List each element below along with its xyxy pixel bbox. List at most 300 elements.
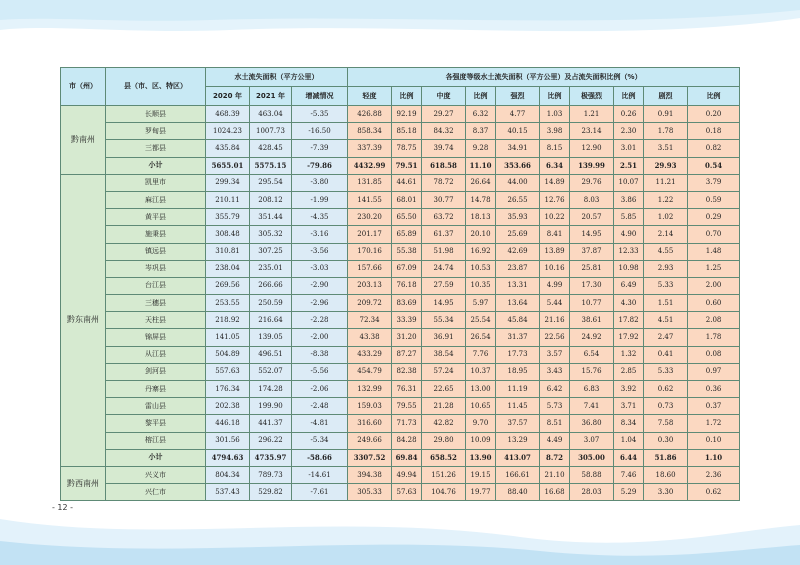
table-row <box>61 260 740 277</box>
value-cell: 10.22 <box>540 209 570 226</box>
value-cell: 216.64 <box>250 312 292 329</box>
county-name: 凯里市 <box>106 174 206 191</box>
value-cell: 504.89 <box>206 346 250 363</box>
table-row <box>61 209 740 226</box>
value-cell: 34.91 <box>496 140 540 157</box>
table-row <box>61 277 740 294</box>
value-cell: -2.90 <box>292 277 348 294</box>
value-cell: 496.51 <box>250 346 292 363</box>
value-cell: 0.41 <box>644 346 688 363</box>
value-cell: 2.14 <box>644 226 688 243</box>
value-cell: 305.32 <box>250 226 292 243</box>
value-cell: 10.65 <box>466 398 496 415</box>
county-name: 麻江县 <box>106 191 206 208</box>
value-cell: -16.50 <box>292 123 348 140</box>
value-cell: 17.82 <box>614 312 644 329</box>
value-cell: 3307.52 <box>348 449 392 466</box>
value-cell: 4.55 <box>644 243 688 260</box>
value-cell: 3.57 <box>540 346 570 363</box>
value-cell: -5.34 <box>292 432 348 449</box>
value-cell: 5.33 <box>644 277 688 294</box>
value-cell: 51.86 <box>644 449 688 466</box>
value-cell: 88.40 <box>496 484 540 501</box>
value-cell: 151.26 <box>422 466 466 483</box>
value-cell: 19.15 <box>466 466 496 483</box>
value-cell: 394.38 <box>348 466 392 483</box>
value-cell: 42.69 <box>496 243 540 260</box>
value-cell: 858.34 <box>348 123 392 140</box>
soil-erosion-table <box>60 67 740 501</box>
value-cell: 42.82 <box>422 415 466 432</box>
value-cell: 299.34 <box>206 174 250 191</box>
value-cell: 203.13 <box>348 277 392 294</box>
table-row <box>61 191 740 208</box>
value-cell: 2.47 <box>644 329 688 346</box>
value-cell: 6.83 <box>570 381 614 398</box>
value-cell: 157.66 <box>348 260 392 277</box>
value-cell: 17.92 <box>614 329 644 346</box>
county-name: 施秉县 <box>106 226 206 243</box>
value-cell: 266.66 <box>250 277 292 294</box>
value-cell: 7.76 <box>466 346 496 363</box>
value-cell: 0.70 <box>688 226 740 243</box>
value-cell: 7.41 <box>570 398 614 415</box>
bottom-wave-decoration <box>0 485 800 565</box>
city-cell: 黔东南州 <box>61 174 106 466</box>
value-cell: 5.85 <box>614 209 644 226</box>
value-cell: 426.88 <box>348 106 392 123</box>
value-cell: 166.61 <box>496 466 540 483</box>
value-cell: 28.03 <box>570 484 614 501</box>
header-area-group: 水土流失面积（平方公里） <box>206 68 348 87</box>
value-cell: 11.21 <box>644 174 688 191</box>
value-cell: -3.16 <box>292 226 348 243</box>
value-cell: 435.84 <box>206 140 250 157</box>
county-name: 台江县 <box>106 277 206 294</box>
value-cell: 39.74 <box>422 140 466 157</box>
value-cell: 68.01 <box>392 191 422 208</box>
county-name: 天柱县 <box>106 312 206 329</box>
value-cell: 8.15 <box>540 140 570 157</box>
table-row <box>61 432 740 449</box>
value-cell: 65.89 <box>392 226 422 243</box>
value-cell: 3.51 <box>644 140 688 157</box>
value-cell: 23.14 <box>570 123 614 140</box>
value-cell: 1.32 <box>614 346 644 363</box>
value-cell: 29.80 <box>422 432 466 449</box>
value-cell: 18.13 <box>466 209 496 226</box>
value-cell: 11.45 <box>496 398 540 415</box>
value-cell: 21.16 <box>540 312 570 329</box>
table-row <box>61 226 740 243</box>
header-city: 市（州） <box>61 68 106 106</box>
value-cell: 250.59 <box>250 295 292 312</box>
value-cell: 0.18 <box>688 123 740 140</box>
value-cell: 29.93 <box>644 157 688 174</box>
value-cell: 3.30 <box>644 484 688 501</box>
value-cell: 209.72 <box>348 295 392 312</box>
value-cell: 7.46 <box>614 466 644 483</box>
value-cell: 13.31 <box>496 277 540 294</box>
value-cell: 4.49 <box>540 432 570 449</box>
table-row <box>61 415 740 432</box>
value-cell: 230.20 <box>348 209 392 226</box>
subtotal-label: 小计 <box>106 449 206 466</box>
value-cell: 0.10 <box>688 432 740 449</box>
value-cell: 337.39 <box>348 140 392 157</box>
value-cell: 37.57 <box>496 415 540 432</box>
value-cell: 6.42 <box>540 381 570 398</box>
value-cell: 87.27 <box>392 346 422 363</box>
value-cell: 2.36 <box>688 466 740 483</box>
value-cell: 12.76 <box>540 191 570 208</box>
value-cell: 8.51 <box>540 415 570 432</box>
value-cell: 1.04 <box>614 432 644 449</box>
value-cell: 18.95 <box>496 363 540 380</box>
value-cell: 316.60 <box>348 415 392 432</box>
value-cell: 44.61 <box>392 174 422 191</box>
value-cell: 174.28 <box>250 381 292 398</box>
value-cell: 29.27 <box>422 106 466 123</box>
value-cell: 26.55 <box>496 191 540 208</box>
value-cell: 3.07 <box>570 432 614 449</box>
value-cell: 0.82 <box>688 140 740 157</box>
value-cell: 65.50 <box>392 209 422 226</box>
value-cell: 1.25 <box>688 260 740 277</box>
value-cell: 4.99 <box>540 277 570 294</box>
value-cell: 353.66 <box>496 157 540 174</box>
value-cell: -2.28 <box>292 312 348 329</box>
value-cell: 413.07 <box>496 449 540 466</box>
value-cell: 235.01 <box>250 260 292 277</box>
value-cell: 307.25 <box>250 243 292 260</box>
value-cell: 45.84 <box>496 312 540 329</box>
value-cell: 22.56 <box>540 329 570 346</box>
value-cell: 20.57 <box>570 209 614 226</box>
value-cell: 139.05 <box>250 329 292 346</box>
value-cell: 79.51 <box>392 157 422 174</box>
value-cell: 13.64 <box>496 295 540 312</box>
value-cell: -3.03 <box>292 260 348 277</box>
value-cell: 176.34 <box>206 381 250 398</box>
value-cell: 0.97 <box>688 363 740 380</box>
table-row <box>61 174 740 191</box>
value-cell: 21.10 <box>540 466 570 483</box>
value-cell: 10.35 <box>466 277 496 294</box>
value-cell: 5.33 <box>644 363 688 380</box>
county-name: 丹寨县 <box>106 381 206 398</box>
value-cell: 1.78 <box>644 123 688 140</box>
value-cell: 85.18 <box>392 123 422 140</box>
value-cell: 1007.73 <box>250 123 292 140</box>
value-cell: 83.69 <box>392 295 422 312</box>
value-cell: 43.38 <box>348 329 392 346</box>
county-name: 黎平县 <box>106 415 206 432</box>
header-strong: 强烈 <box>496 87 540 106</box>
value-cell: 3.98 <box>540 123 570 140</box>
table-row <box>61 466 740 483</box>
value-cell: 0.37 <box>688 398 740 415</box>
value-cell: -2.96 <box>292 295 348 312</box>
value-cell: 5.73 <box>540 398 570 415</box>
value-cell: 79.55 <box>392 398 422 415</box>
value-cell: 84.28 <box>392 432 422 449</box>
value-cell: 202.38 <box>206 398 250 415</box>
value-cell: 104.76 <box>422 484 466 501</box>
county-name: 剑河县 <box>106 363 206 380</box>
value-cell: -14.61 <box>292 466 348 483</box>
value-cell: 5575.15 <box>250 157 292 174</box>
value-cell: 0.62 <box>644 381 688 398</box>
value-cell: 1024.23 <box>206 123 250 140</box>
value-cell: 35.93 <box>496 209 540 226</box>
header-ratio: 比例 <box>466 87 496 106</box>
value-cell: 2.51 <box>614 157 644 174</box>
value-cell: 463.04 <box>250 106 292 123</box>
value-cell: 40.15 <box>496 123 540 140</box>
value-cell: -4.81 <box>292 415 348 432</box>
header-intensity-group: 各强度等级水土流失面积（平方公里）及占流失面积比例（%） <box>348 68 740 87</box>
county-name: 兴仁市 <box>106 484 206 501</box>
value-cell: 84.32 <box>422 123 466 140</box>
table-row <box>61 243 740 260</box>
value-cell: 0.26 <box>614 106 644 123</box>
value-cell: 305.00 <box>570 449 614 466</box>
header-ratio: 比例 <box>614 87 644 106</box>
table-row <box>61 123 740 140</box>
value-cell: 36.80 <box>570 415 614 432</box>
value-cell: 55.34 <box>422 312 466 329</box>
value-cell: 8.37 <box>466 123 496 140</box>
value-cell: 0.30 <box>644 432 688 449</box>
value-cell: 20.10 <box>466 226 496 243</box>
value-cell: 468.39 <box>206 106 250 123</box>
value-cell: 21.28 <box>422 398 466 415</box>
value-cell: -7.61 <box>292 484 348 501</box>
value-cell: 61.37 <box>422 226 466 243</box>
table-row <box>61 312 740 329</box>
value-cell: 13.00 <box>466 381 496 398</box>
value-cell: 0.62 <box>688 484 740 501</box>
county-name: 榕江县 <box>106 432 206 449</box>
value-cell: 31.37 <box>496 329 540 346</box>
value-cell: 3.79 <box>688 174 740 191</box>
value-cell: 10.98 <box>614 260 644 277</box>
value-cell: 76.31 <box>392 381 422 398</box>
value-cell: 25.81 <box>570 260 614 277</box>
county-name: 三都县 <box>106 140 206 157</box>
value-cell: 3.43 <box>540 363 570 380</box>
value-cell: 37.87 <box>570 243 614 260</box>
table-row <box>61 329 740 346</box>
value-cell: -1.99 <box>292 191 348 208</box>
value-cell: 22.65 <box>422 381 466 398</box>
county-name: 黄平县 <box>106 209 206 226</box>
value-cell: -79.86 <box>292 157 348 174</box>
value-cell: 16.92 <box>466 243 496 260</box>
value-cell: 0.73 <box>644 398 688 415</box>
value-cell: 3.92 <box>614 381 644 398</box>
value-cell: 44.00 <box>496 174 540 191</box>
value-cell: 25.69 <box>496 226 540 243</box>
value-cell: 78.75 <box>392 140 422 157</box>
value-cell: 4.77 <box>496 106 540 123</box>
value-cell: 33.39 <box>392 312 422 329</box>
value-cell: -3.80 <box>292 174 348 191</box>
value-cell: 1.03 <box>540 106 570 123</box>
header-ratio: 比例 <box>392 87 422 106</box>
value-cell: 26.64 <box>466 174 496 191</box>
value-cell: 249.66 <box>348 432 392 449</box>
table-row <box>61 106 740 123</box>
value-cell: 1.78 <box>688 329 740 346</box>
value-cell: 0.60 <box>688 295 740 312</box>
value-cell: 14.89 <box>540 174 570 191</box>
value-cell: 23.87 <box>496 260 540 277</box>
value-cell: 0.29 <box>688 209 740 226</box>
value-cell: 11.10 <box>466 157 496 174</box>
value-cell: -2.00 <box>292 329 348 346</box>
county-name: 雷山县 <box>106 398 206 415</box>
value-cell: 552.07 <box>250 363 292 380</box>
value-cell: 433.29 <box>348 346 392 363</box>
value-cell: 7.58 <box>644 415 688 432</box>
value-cell: 4.30 <box>614 295 644 312</box>
value-cell: -8.38 <box>292 346 348 363</box>
value-cell: 428.45 <box>250 140 292 157</box>
value-cell: 36.91 <box>422 329 466 346</box>
value-cell: 210.11 <box>206 191 250 208</box>
value-cell: 24.92 <box>570 329 614 346</box>
value-cell: 3.86 <box>614 191 644 208</box>
header-2020: 2020 年 <box>206 87 250 106</box>
value-cell: 15.76 <box>570 363 614 380</box>
value-cell: 6.44 <box>614 449 644 466</box>
value-cell: 10.37 <box>466 363 496 380</box>
value-cell: 446.18 <box>206 415 250 432</box>
value-cell: 301.56 <box>206 432 250 449</box>
value-cell: 310.81 <box>206 243 250 260</box>
value-cell: -5.56 <box>292 363 348 380</box>
value-cell: 82.38 <box>392 363 422 380</box>
city-cell: 黔南州 <box>61 106 106 175</box>
value-cell: 139.99 <box>570 157 614 174</box>
value-cell: 238.04 <box>206 260 250 277</box>
value-cell: 4794.63 <box>206 449 250 466</box>
value-cell: 2.08 <box>688 312 740 329</box>
value-cell: 63.72 <box>422 209 466 226</box>
value-cell: 3.71 <box>614 398 644 415</box>
value-cell: 305.33 <box>348 484 392 501</box>
value-cell: 2.85 <box>614 363 644 380</box>
subtotal-row <box>61 449 740 466</box>
value-cell: 8.41 <box>540 226 570 243</box>
value-cell: -3.56 <box>292 243 348 260</box>
value-cell: 51.98 <box>422 243 466 260</box>
value-cell: 24.74 <box>422 260 466 277</box>
value-cell: 76.18 <box>392 277 422 294</box>
value-cell: 17.30 <box>570 277 614 294</box>
county-name: 镇远县 <box>106 243 206 260</box>
value-cell: 6.49 <box>614 277 644 294</box>
value-cell: 159.03 <box>348 398 392 415</box>
value-cell: 529.82 <box>250 484 292 501</box>
header-moderate: 中度 <box>422 87 466 106</box>
value-cell: 29.76 <box>570 174 614 191</box>
value-cell: 10.09 <box>466 432 496 449</box>
value-cell: 253.55 <box>206 295 250 312</box>
value-cell: 10.16 <box>540 260 570 277</box>
header-light: 轻度 <box>348 87 392 106</box>
table-row <box>61 346 740 363</box>
value-cell: 208.12 <box>250 191 292 208</box>
value-cell: 78.72 <box>422 174 466 191</box>
value-cell: 25.54 <box>466 312 496 329</box>
value-cell: 351.44 <box>250 209 292 226</box>
value-cell: 804.34 <box>206 466 250 483</box>
value-cell: 0.08 <box>688 346 740 363</box>
value-cell: 14.95 <box>422 295 466 312</box>
value-cell: 69.84 <box>392 449 422 466</box>
county-name: 罗甸县 <box>106 123 206 140</box>
value-cell: 17.73 <box>496 346 540 363</box>
value-cell: 441.37 <box>250 415 292 432</box>
value-cell: 1.72 <box>688 415 740 432</box>
value-cell: 13.29 <box>496 432 540 449</box>
value-cell: -4.35 <box>292 209 348 226</box>
value-cell: 0.54 <box>688 157 740 174</box>
value-cell: -58.66 <box>292 449 348 466</box>
value-cell: 2.00 <box>688 277 740 294</box>
value-cell: 67.09 <box>392 260 422 277</box>
value-cell: 18.60 <box>644 466 688 483</box>
value-cell: 4.51 <box>644 312 688 329</box>
value-cell: 4.90 <box>614 226 644 243</box>
value-cell: 10.07 <box>614 174 644 191</box>
value-cell: 12.33 <box>614 243 644 260</box>
value-cell: 269.56 <box>206 277 250 294</box>
value-cell: 4432.99 <box>348 157 392 174</box>
top-wave-decoration <box>0 0 800 60</box>
value-cell: 295.54 <box>250 174 292 191</box>
value-cell: -7.39 <box>292 140 348 157</box>
value-cell: 13.90 <box>466 449 496 466</box>
value-cell: 6.54 <box>570 346 614 363</box>
value-cell: 8.72 <box>540 449 570 466</box>
value-cell: -2.06 <box>292 381 348 398</box>
value-cell: 9.70 <box>466 415 496 432</box>
value-cell: 1.51 <box>644 295 688 312</box>
value-cell: -2.48 <box>292 398 348 415</box>
value-cell: 14.95 <box>570 226 614 243</box>
value-cell: 141.05 <box>206 329 250 346</box>
value-cell: 1.02 <box>644 209 688 226</box>
value-cell: 5655.01 <box>206 157 250 174</box>
value-cell: 8.03 <box>570 191 614 208</box>
value-cell: 355.79 <box>206 209 250 226</box>
header-severe: 剧烈 <box>644 87 688 106</box>
value-cell: 16.68 <box>540 484 570 501</box>
value-cell: 71.73 <box>392 415 422 432</box>
value-cell: 9.28 <box>466 140 496 157</box>
value-cell: 201.17 <box>348 226 392 243</box>
county-name: 从江县 <box>106 346 206 363</box>
value-cell: 14.78 <box>466 191 496 208</box>
table-row <box>61 381 740 398</box>
header-2021: 2021 年 <box>250 87 292 106</box>
page-number: - 12 - <box>52 503 74 512</box>
value-cell: 10.53 <box>466 260 496 277</box>
